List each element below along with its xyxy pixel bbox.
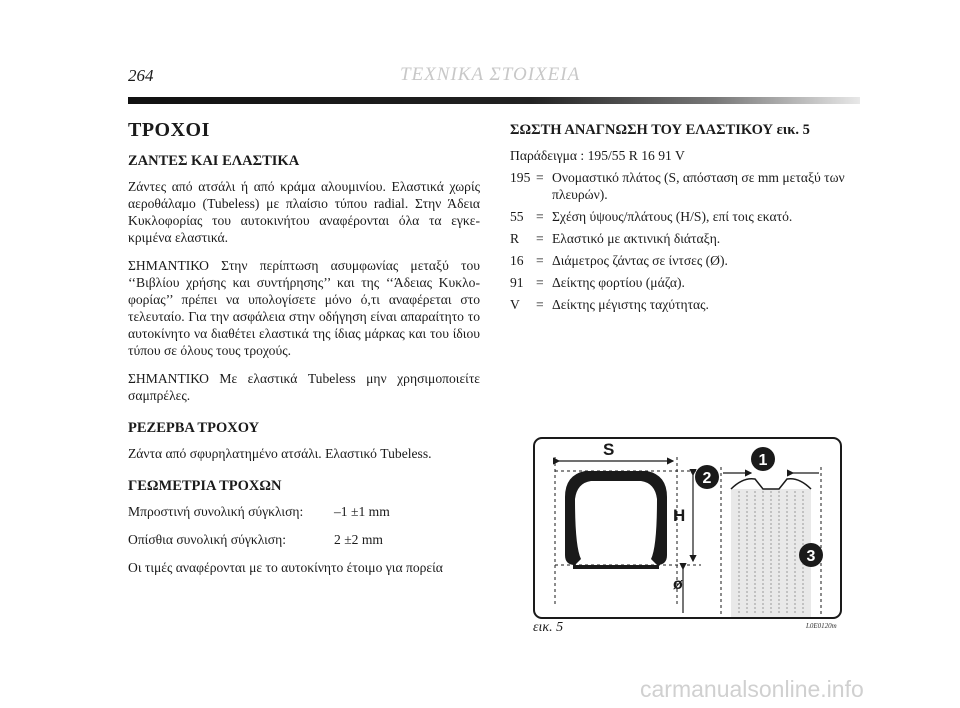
definition-row	[510, 230, 862, 247]
front-toe-row	[128, 503, 480, 520]
definition-key: 55	[510, 209, 524, 224]
callout-2	[695, 465, 719, 489]
rear-toe-label: Οπίσθια συνολική σύγκλιση:	[128, 532, 287, 547]
watermark: carmanualsonline.info	[640, 676, 864, 702]
tyre-reading-heading: ΣΩΣΤΗ ΑΝΑΓΝΩΣΗ ΤΟΥ ΕΛΑΣΤΙΚΟΥ εικ. 5	[510, 122, 810, 138]
label-h: H	[673, 506, 686, 525]
rear-toe-row	[128, 531, 480, 548]
definition-row	[510, 252, 862, 269]
figure-caption: εικ. 5	[533, 620, 564, 635]
front-toe-label: Μπροστινή συνολική σύγκλιση:	[128, 504, 304, 519]
tread-section	[721, 467, 821, 617]
label-diameter: ø	[673, 576, 683, 593]
header-rule	[128, 97, 860, 104]
rims-paragraph-1: Ζάντες από ατσάλι ή από κράμα αλουμινίου. Ελαστικά χωρίς αεροθάλαμο (Tubeless) με πλαίσιο τύπου radial. Στην Άδεια Κυκλοφορίας του αυτοκινήτου αναφέρονται όλα τα εγκε-κριμένα ελαστικά.	[128, 179, 480, 245]
tyre-diagram	[533, 437, 842, 619]
definition-text: Δείκτης μέγιστης ταχύτητας.	[552, 297, 709, 312]
label-s: S	[603, 440, 615, 459]
definition-eq: =	[536, 209, 544, 224]
rear-toe-value: 2 ±2 mm	[334, 532, 383, 547]
definition-key: 195	[510, 170, 531, 185]
rims-paragraph-3: ΣΗΜΑΝΤΙΚΟ Με ελαστικά Tubeless μην χρησιμοποιείτε σαμπρέλες.	[128, 371, 480, 403]
rims-paragraph-2: ΣΗΜΑΝΤΙΚΟ Στην περίπτωση ασυμφωνίας μεταξύ του ‘‘Βιβλίου χρήσης και συντήρησης’’ και της ‘‘Άδειας Κυκλο-φορίας’’ πρέπει να υπολογίσετε μόνο ό,τι αναφέρεται στο τελευταίο. Για την ασφάλεια στην οδήγηση είναι απαραίτητο το αυτοκίνητο να διαθέτει ελαστικά της ίδιας μάρκας και του ίδιου τύπου σε όλους τους τροχούς.	[128, 258, 480, 358]
geometry-heading: ΓΕΩΜΕΤΡΙΑ ΤΡΟΧΩΝ	[128, 478, 282, 494]
front-toe-value: –1 ±1 mm	[334, 504, 390, 519]
callout-2-number: 2	[702, 470, 712, 487]
geometry-note: Οι τιμές αναφέρονται με το αυτοκίνητο έτοιμο για πορεία	[128, 560, 443, 575]
definition-text: Ελαστικό με ακτινική διάταξη.	[552, 231, 721, 246]
definition-row	[510, 169, 862, 203]
callout-3	[799, 543, 823, 567]
definition-row	[510, 296, 862, 313]
page-number: 264	[128, 66, 154, 85]
rim-seat	[573, 565, 659, 569]
spare-text: Ζάντα από σφυρηλατημένο ατσάλι. Ελαστικό Tubeless.	[128, 446, 432, 461]
right-column	[510, 122, 862, 318]
definition-eq: =	[536, 170, 544, 185]
callout-1-number: 1	[758, 452, 768, 469]
definition-row	[510, 208, 862, 225]
section-title: ΤΕΧΝΙΚΑ ΣΤΟΙΧΕΙΑ	[400, 64, 581, 85]
definition-text: Δείκτης φορτίου (μάζα).	[552, 275, 685, 290]
definition-key: V	[510, 297, 520, 312]
spare-heading: ΡΕΖΕΡΒΑ ΤΡΟΧΟΥ	[128, 420, 260, 436]
figure-code: L0E0120m	[806, 622, 837, 630]
callout-3-number: 3	[806, 548, 816, 565]
page-title: ΤΡΟΧΟΙ	[128, 119, 210, 141]
definition-key: R	[510, 231, 520, 246]
definition-text: Σχέση ύψους/πλάτους (H/S), επί τοις εκατό.	[552, 209, 793, 224]
definition-text: Ονομαστικό πλάτος (S, απόσταση σε mm μεταξύ των πλευρών).	[552, 170, 845, 202]
tyre-example: Παράδειγμα : 195/55 R 16 91 V	[510, 148, 685, 163]
left-column	[128, 119, 480, 576]
rims-heading: ΖΑΝΤΕΣ ΚΑΙ ΕΛΑΣΤΙΚΑ	[128, 153, 300, 169]
definition-text: Διάμετρος ζάντας σε ίντσες (Ø).	[552, 253, 728, 268]
definition-eq: =	[536, 253, 544, 268]
definition-eq: =	[536, 297, 544, 312]
callout-1	[751, 447, 775, 471]
definition-eq: =	[536, 231, 544, 246]
definition-key: 16	[510, 253, 524, 268]
definition-row	[510, 274, 862, 291]
definition-eq: =	[536, 275, 544, 290]
definition-key: 91	[510, 275, 524, 290]
